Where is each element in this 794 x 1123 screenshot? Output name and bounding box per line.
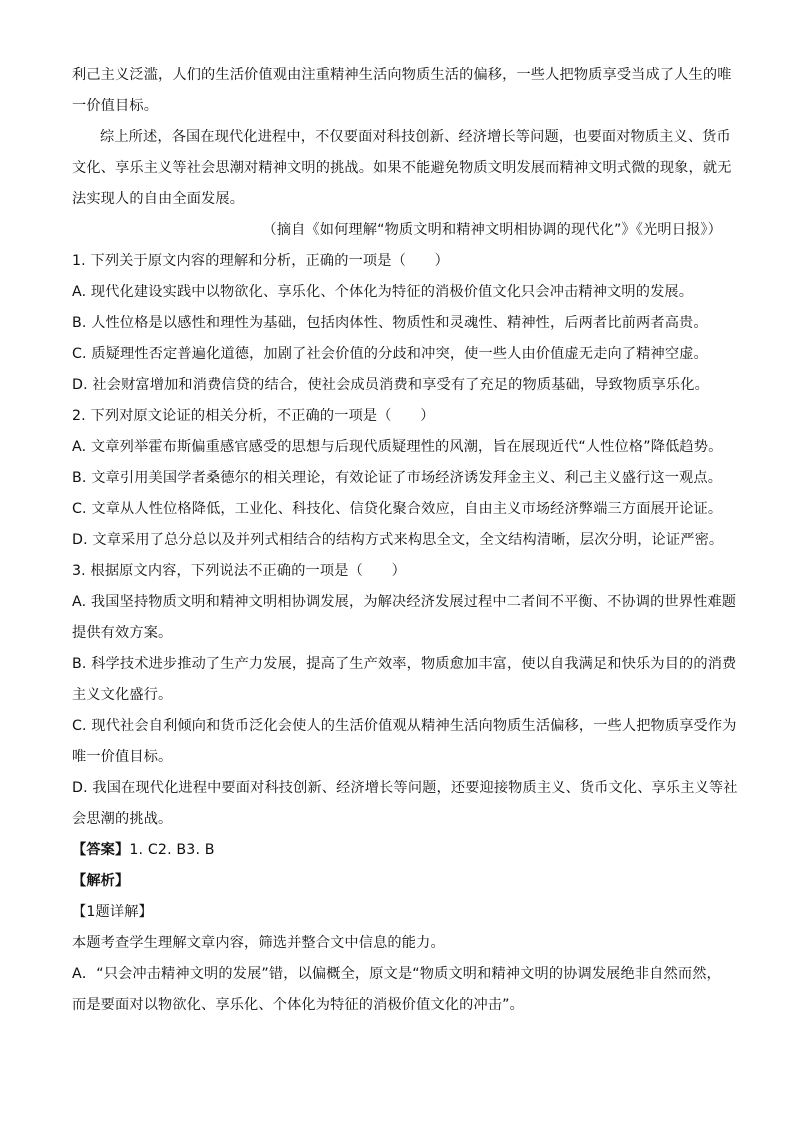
answer-line: [72, 835, 722, 866]
answer-text: 1. C2. B3. B: [129, 842, 215, 858]
question-1-option-d: D. 社会财富增加和消费信贷的结合，使社会成员消费和享受有了充足的物质基础，导致物质享乐化。: [72, 377, 709, 393]
question-3-option-c-line-2: 唯一价值目标。: [72, 749, 173, 765]
question-3-option-d-line-2: 会思潮的挑战。: [72, 811, 173, 827]
question-2-option-a: A. 文章列举霍布斯偏重感官感受的思想与后现代质疑理性的风潮，旨在展现近代“人性位格”降低趋势。: [72, 439, 723, 455]
question-2-option-d: D. 文章采用了总分总以及并列式相结合的结构方式来构思全文，全文结构清晰，层次分明，论证严密。: [72, 532, 724, 548]
question-3-option-a-line-2: 提供有效方案。: [72, 625, 173, 641]
document-page: [72, 60, 738, 1021]
question-2-stem: 2. 下列对原文论证的相关分析，不正确的一项是（ ）: [72, 408, 435, 424]
answer-label: 【答案】: [72, 842, 130, 858]
question-3-option-a-line-1: A. 我国坚持物质文明和精神文明相协调发展，为解决经济发展过程中二者间不平衡、不协调的世界性难题: [72, 594, 737, 610]
analysis-a-line-1: A．“只会冲击精神文明的发展”错，以偏概全，原文是“物质文明和精神文明的协调发展绝非自然而然，: [72, 966, 721, 982]
passage-tail-line-2: 一价值目标。: [72, 98, 159, 114]
analysis-intro: 本题考查学生理解文章内容，筛选并整合文中信息的能力。: [72, 935, 445, 951]
question-3-stem: 3. 根据原文内容，下列说法不正确的一项是（ ）: [72, 563, 406, 579]
passage-source: （摘自《如何理解“物质文明和精神文明相协调的现代化”》《光明日报》）: [262, 222, 722, 238]
question-3-option-c-line-1: C. 现代社会自利倾向和货币泛化会使人的生活价值观从精神生活向物质生活偏移，一些人把物质享受作为: [72, 718, 737, 734]
question-1-stem: 1. 下列关于原文内容的理解和分析，正确的一项是（ ）: [72, 253, 449, 269]
question-3-option-b-line-1: B. 科学技术进步推动了生产力发展，提高了生产效率，物质愈加丰富，使以自我满足和快乐为目的的消费: [72, 656, 737, 672]
passage-paragraph-line-2: 文化、享乐主义等社会思潮对精神文明的挑战。如果不能避免物质文明发展而精神文明式微的现象，就无: [72, 160, 732, 176]
analysis-subhead: 【1题详解】: [72, 904, 153, 920]
question-1-option-c: C. 质疑理性否定普遍化道德，加剧了社会价值的分歧和冲突，使一些人由价值虚无走向了精神空虚。: [72, 346, 708, 362]
analysis-label: 【解析】: [72, 873, 130, 889]
passage-tail-line-1: 利己主义泛滥，人们的生活价值观由注重精神生活向物质生活的偏移，一些人把物质享受当成了人生的唯: [72, 67, 732, 83]
passage-paragraph-line-1: 综上所述，各国在现代化进程中，不仅要面对科技创新、经济增长等问题，也要面对物质主义、货币: [100, 129, 731, 145]
question-2-option-b: B. 文章引用美国学者桑德尔的相关理论，有效论证了市场经济诱发拜金主义、利己主义盛行这一观点。: [72, 470, 723, 486]
passage-paragraph-line-3: 法实现人的自由全面发展。: [72, 191, 245, 207]
question-3-option-b-line-2: 主义文化盛行。: [72, 687, 173, 703]
question-1-option-a: A. 现代化建设实践中以物欲化、享乐化、个体化为特征的消极价值文化只会冲击精神文明的发展。: [72, 284, 694, 300]
analysis-a-line-2: 而是要面对以物欲化、享乐化、个体化为特征的消极价值文化的冲击”。: [72, 997, 524, 1013]
question-1-option-b: B. 人性位格是以感性和理性为基础，包括肉体性、物质性和灵魂性、精神性，后两者比前两者高贵。: [72, 315, 708, 331]
question-2-option-c: C. 文章从人性位格降低，工业化、科技化、信贷化聚合效应，自由主义市场经济弊端三方面展开论证。: [72, 501, 723, 517]
question-3-option-d-line-1: D. 我国在现代化进程中要面对科技创新、经济增长等问题，还要迎接物质主义、货币文化、享乐主义等社: [72, 780, 738, 796]
